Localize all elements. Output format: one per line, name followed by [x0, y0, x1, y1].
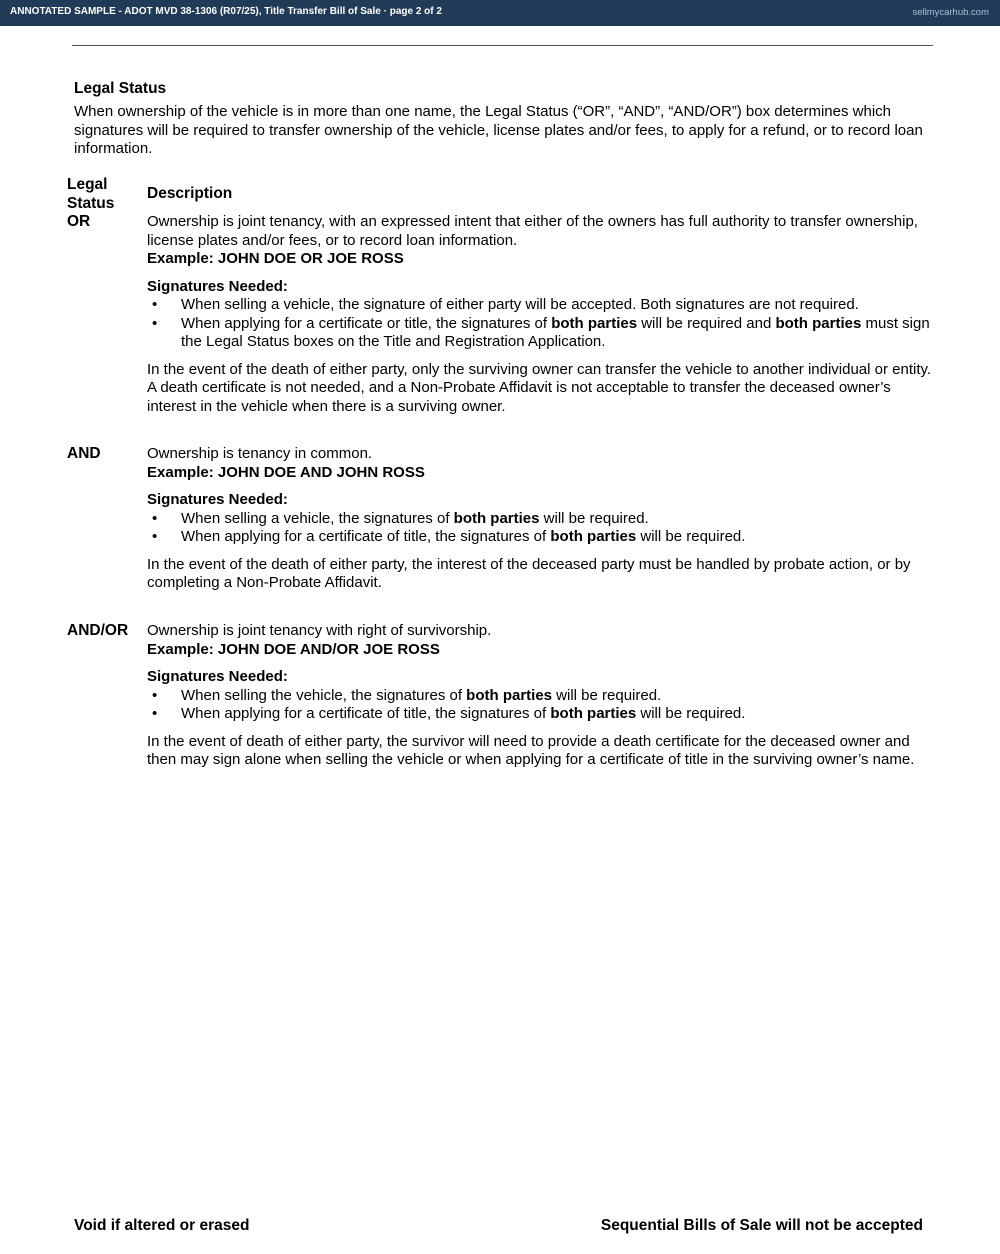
- or-signature-list: [147, 296, 937, 352]
- emphasis: both parties: [550, 705, 637, 722]
- bullet-text: When applying for a certificate of title, the signatures of: [181, 528, 551, 545]
- header-legal: Legal: [67, 176, 108, 193]
- andor-description: Ownership is joint tenancy with right of survivorship.: [147, 622, 492, 639]
- and-signatures-heading: Signatures Needed:: [147, 491, 288, 508]
- bullet-text: will be required.: [552, 686, 662, 704]
- status-desc-or: [147, 213, 937, 416]
- divider: [72, 45, 933, 46]
- bullet-text: When selling the vehicle, the signatures of: [181, 686, 467, 704]
- and-note: In the event of the death of either party, the interest of the deceased party must be handled by probate action, or by completing a Non-Probate Affidavit.: [147, 555, 911, 591]
- andor-signatures-heading: Signatures Needed:: [147, 668, 288, 685]
- and-description: Ownership is tenancy in common.: [147, 445, 373, 462]
- emphasis: both parties: [453, 509, 540, 527]
- or-example: Example: JOHN DOE OR JOE ROSS: [147, 250, 404, 267]
- or-signatures-heading: Signatures Needed:: [147, 277, 288, 295]
- header-status: Status: [67, 194, 115, 212]
- and-example: Example: JOHN DOE AND JOHN ROSS: [147, 463, 425, 481]
- banner-title: ANNOTATED SAMPLE - ADOT MVD 38-1306 (R07/25), Title Transfer Bill of Sale · page 2 of 2: [10, 6, 442, 17]
- bullet-text: will be required.: [539, 509, 649, 527]
- bullet-text: When applying for a certificate of title, the signatures of: [181, 705, 551, 722]
- bullet-text: will be required and: [637, 314, 776, 332]
- bullet-text: must sign the Legal Status boxes on the Title and Registration Application.: [181, 314, 930, 350]
- status-label-and: AND: [67, 445, 101, 462]
- list-item: [147, 510, 937, 529]
- list-item: [147, 315, 937, 352]
- site-link[interactable]: sellmycarhub.com: [912, 7, 989, 18]
- bullet-text: When selling a vehicle, the signature of either party will be accepted. Both signatures are not required.: [181, 296, 859, 313]
- legal-status-intro: [74, 80, 934, 159]
- and-signature-list: [147, 510, 937, 547]
- or-note: In the event of the death of either party, only the surviving owner can transfer the vehicle to another individual or entity. A death certificate is not needed, and a Non-Probate Affidavit is not acceptable to transfer the deceased owner’s interest in the vehicle when there is a surviving owner.: [147, 360, 932, 415]
- bullet-text: When applying for a certificate or title, the signatures of: [181, 314, 552, 332]
- emphasis: both parties: [551, 314, 638, 332]
- status-desc-andor: [147, 622, 937, 770]
- legal-status-column-header: [67, 176, 114, 213]
- list-item: [147, 528, 937, 547]
- andor-example: Example: JOHN DOE AND/OR JOE ROSS: [147, 640, 440, 658]
- top-banner: [0, 0, 1000, 26]
- list-item: [147, 296, 937, 315]
- status-desc-and: [147, 445, 937, 593]
- list-item: [147, 705, 937, 724]
- section-heading: Legal Status: [74, 80, 167, 97]
- bullet-text: When selling a vehicle, the signatures of: [181, 509, 454, 527]
- emphasis: both parties: [550, 528, 637, 545]
- andor-signature-list: [147, 687, 937, 724]
- list-item: [147, 687, 937, 706]
- status-label-or: OR: [67, 213, 91, 230]
- bullet-text: will be required.: [636, 528, 746, 545]
- bullet-text: will be required.: [636, 705, 746, 722]
- footer-sequential-notice: Sequential Bills of Sale will not be accepted: [600, 1217, 923, 1234]
- footer-void-notice: Void if altered or erased: [74, 1217, 250, 1234]
- or-description: Ownership is joint tenancy, with an expressed intent that either of the owners has full authority to transfer ownership, license plates and/or fees, or to record loan information.: [147, 213, 918, 249]
- andor-note: In the event of death of either party, the survivor will need to provide a death certificate for the deceased owner and then may sign alone when selling the vehicle or when applying for a certificate of title in the surviving owner’s name.: [147, 732, 915, 768]
- emphasis: both parties: [466, 686, 553, 704]
- description-column-header: Description: [147, 185, 233, 202]
- intro-text: When ownership of the vehicle is in more than one name, the Legal Status (“OR”, “AND”, “AND/OR”) box determines which signatures will be required to transfer ownership of the vehicle, license plates and/or fees, to apply for a refund, or to record loan information.: [74, 103, 923, 157]
- emphasis: both parties: [775, 314, 862, 332]
- status-label-andor: AND/OR: [67, 622, 129, 639]
